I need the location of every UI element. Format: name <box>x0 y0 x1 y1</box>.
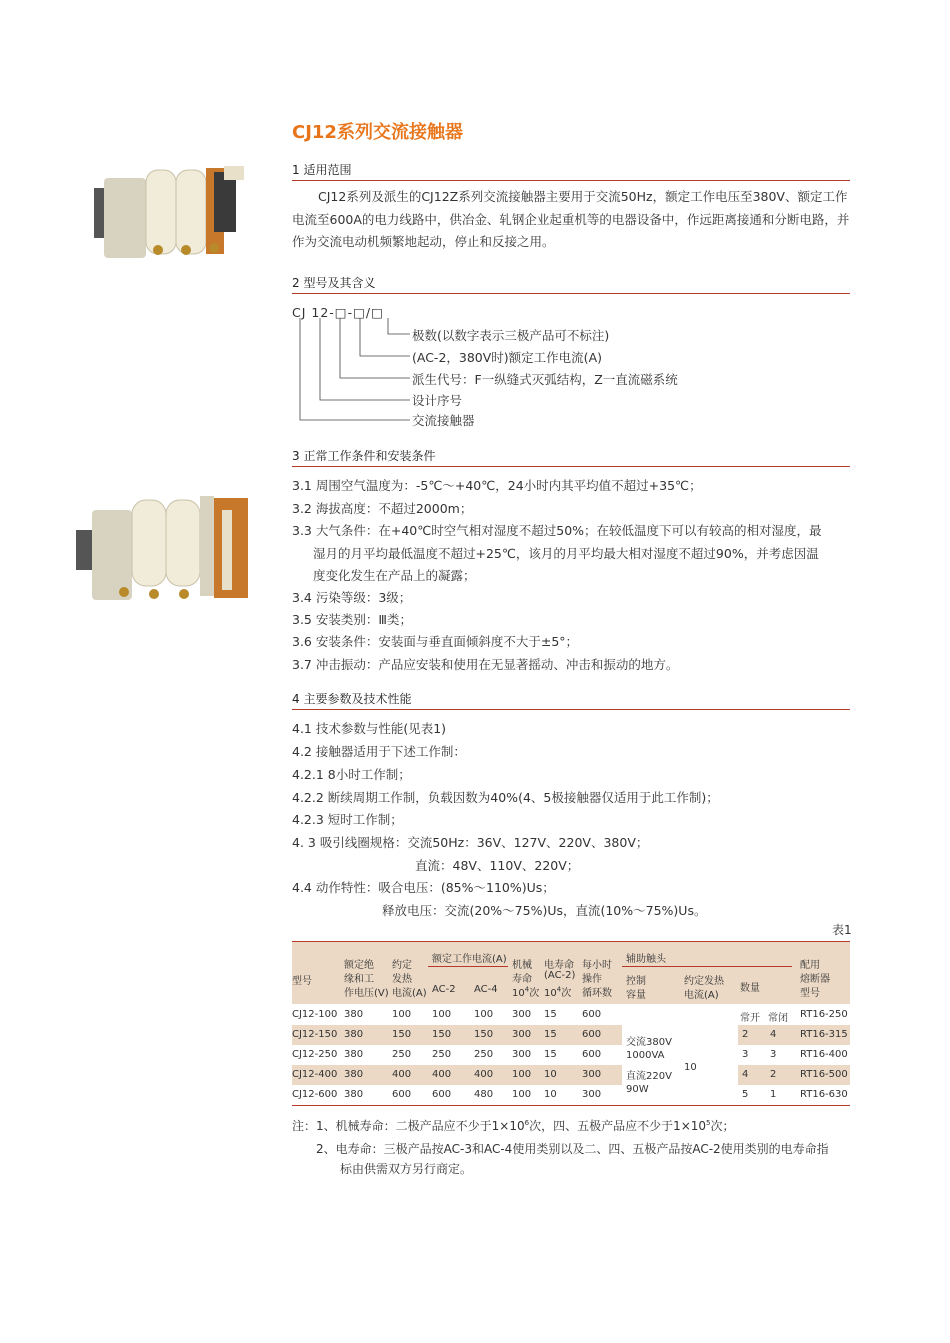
th-ctrl-cap-2: 容量 <box>626 990 646 1001</box>
ctrl-cap-value: 90W <box>626 1084 649 1095</box>
th-ops-3: 循环数 <box>582 988 612 999</box>
th-ops-2: 操作 <box>582 974 602 985</box>
th-fuse-1: 配用 <box>800 960 820 971</box>
table-header <box>292 941 850 1004</box>
th-heat-current-2: 发热 <box>392 974 412 985</box>
th-elec-life-1: 电寿命 <box>544 960 574 971</box>
page-title: CJ12系列交流接触器 <box>292 122 463 143</box>
th-fuse-2: 熔断器 <box>800 974 830 985</box>
th-model: 型号 <box>292 976 312 987</box>
table-caption: 表1 <box>832 923 852 937</box>
model-label-type: 交流接触器 <box>412 413 475 428</box>
param-item: 4. 3 吸引线圈规格：交流50Hz：36V、127V、220V、380V； <box>292 835 649 850</box>
param-item: 4.2 接触器适用于下述工作制： <box>292 744 466 759</box>
table-row: CJ12-150 380 150 150 150 300 15 600 2 4 RT16-315 <box>292 1025 850 1045</box>
th-aux-group: 辅助触头 <box>626 954 666 965</box>
th-mech-life-1: 机械 <box>512 960 532 971</box>
th-elec-life-2: (AC-2) <box>544 970 576 981</box>
section-3-heading: 3 正常工作条件和安装条件 <box>292 447 850 467</box>
param-item: 4.1 技术参数与性能(见表1) <box>292 721 447 736</box>
th-heat-current-3: 电流(A) <box>392 988 427 999</box>
model-code: CJ 12-□-□/□ <box>292 305 384 320</box>
condition-item: 3.6 安装条件：安装面与垂直面倾斜度不大于±5°； <box>292 634 579 649</box>
section-1-body: CJ12系列及派生的CJ12Z系列交流接触器主要用于交流50Hz，额定工作电压至380V、额定工作电流至600A的电力线路中，供冶金、轧钢企业起重机等的电器设备中，作远距离接通和分断电路，并作为交流电动机频繁地起动，停止和反接之用。 <box>292 189 850 249</box>
th-rated-group: 额定工作电流(A) <box>432 954 507 965</box>
th-ac2: AC-2 <box>432 984 456 995</box>
th-fuse-3: 型号 <box>800 988 820 999</box>
ctrl-cap-value: 直流220V <box>626 1071 672 1082</box>
model-code-leader-lines <box>292 318 412 428</box>
table-note-1: 注：1、机械寿命：二极产品应不少于$1\times 10^6$次，四、五极产品应不少于$1\times 10^5$次； <box>292 1119 735 1133</box>
model-label-derivative: 派生代号：F一纵缝式灭弧结构，Z一直流磁系统 <box>412 372 678 387</box>
section-4-heading: 4 主要参数及技术性能 <box>292 690 850 710</box>
ctrl-cap-value: 1000VA <box>626 1050 665 1061</box>
th-ctrl-cap-1: 控制 <box>626 976 646 987</box>
ctrl-cap-value: 交流380V <box>626 1037 672 1048</box>
aux-nc-label: 常闭 <box>768 1013 788 1024</box>
th-elec-life-3: $10^4$次 <box>544 985 572 999</box>
condition-item: 3.3 大气条件：在+40℃时空气相对湿度不超过50%；在较低温度下可以有较高的相对湿度，最 <box>292 523 822 538</box>
th-mech-life-3: $10^4$次 <box>512 985 540 999</box>
aux-no-label: 常开 <box>740 1013 760 1024</box>
param-item: 4.2.1 8小时工作制； <box>292 767 411 782</box>
model-label-current: (AC-2，380V时)额定工作电流(A) <box>412 350 602 365</box>
param-item: 4.2.3 短时工作制； <box>292 812 403 827</box>
condition-item: 3.7 冲击振动：产品应安装和使用在无显著摇动、冲击和振动的地方。 <box>292 657 679 672</box>
condition-item: 度变化发生在产品上的凝露； <box>313 568 476 583</box>
th-mech-life-2: 寿命 <box>512 974 532 985</box>
table-row: CJ12-600 380 600 600 480 100 10 300 5 1 RT16-630 <box>292 1089 848 1100</box>
th-ins-voltage-3: 作电压(V) <box>344 988 389 999</box>
th-aux-heat-1: 约定发热 <box>684 976 724 987</box>
aux-heat-value: 10 <box>684 1062 697 1073</box>
condition-item: 湿月的月平均最低温度不超过+25℃，该月的月平均最大相对湿度不超过90%，并考虑因温 <box>313 546 819 561</box>
table-row: CJ12-400 380 400 400 400 100 10 300 4 2 RT16-500 <box>292 1065 850 1085</box>
param-item: 4.4 动作特性：吸合电压：(85%～110%)Us； <box>292 880 555 895</box>
th-heat-current-1: 约定 <box>392 960 412 971</box>
section-1-heading: 1 适用范围 <box>292 161 850 181</box>
param-item: 4.2.2 断续周期工作制，负载因数为40%(4、5极接触器仅适用于此工作制)； <box>292 790 719 805</box>
th-qty: 数量 <box>740 983 760 994</box>
table-row: CJ12-250 380 250 250 250 300 15 600 3 3 RT16-400 <box>292 1049 848 1060</box>
th-ins-voltage-1: 额定绝 <box>344 960 374 971</box>
th-ops-1: 每小时 <box>582 960 612 971</box>
model-label-poles: 极数(以数字表示三极产品可不标注) <box>412 328 610 343</box>
contactor-photo-top <box>74 158 254 266</box>
table-note-2: 2、电寿命：三极产品按AC-3和AC-4使用类别以及二、四、五极产品按AC-2使用类别的电寿命指 <box>316 1142 829 1156</box>
condition-item: 3.1 周围空气温度为：-5℃～+40℃，24小时内其平均值不超过+35℃； <box>292 478 702 493</box>
table-note-3: 标由供需双方另行商定。 <box>340 1162 473 1176</box>
condition-item: 3.4 污染等级：3级； <box>292 590 412 605</box>
param-item: 直流：48V、110V、220V； <box>415 858 580 873</box>
condition-item: 3.2 海拔高度：不超过2000m； <box>292 501 473 516</box>
th-ins-voltage-2: 缘和工 <box>344 974 374 985</box>
th-ac4: AC-4 <box>474 984 498 995</box>
th-aux-heat-2: 电流(A) <box>684 990 719 1001</box>
model-label-design: 设计序号 <box>412 393 463 408</box>
condition-item: 3.5 安装类别：Ⅲ类； <box>292 612 412 627</box>
contactor-photo-middle <box>74 490 254 610</box>
table-row: CJ12-100 380 100 100 100 300 15 600 常开 常闭 RT16-250 <box>292 1009 848 1024</box>
param-item: 释放电压：交流(20%～75%)Us，直流(10%～75%)Us。 <box>382 903 707 918</box>
section-2-heading: 2 型号及其含义 <box>292 274 850 294</box>
